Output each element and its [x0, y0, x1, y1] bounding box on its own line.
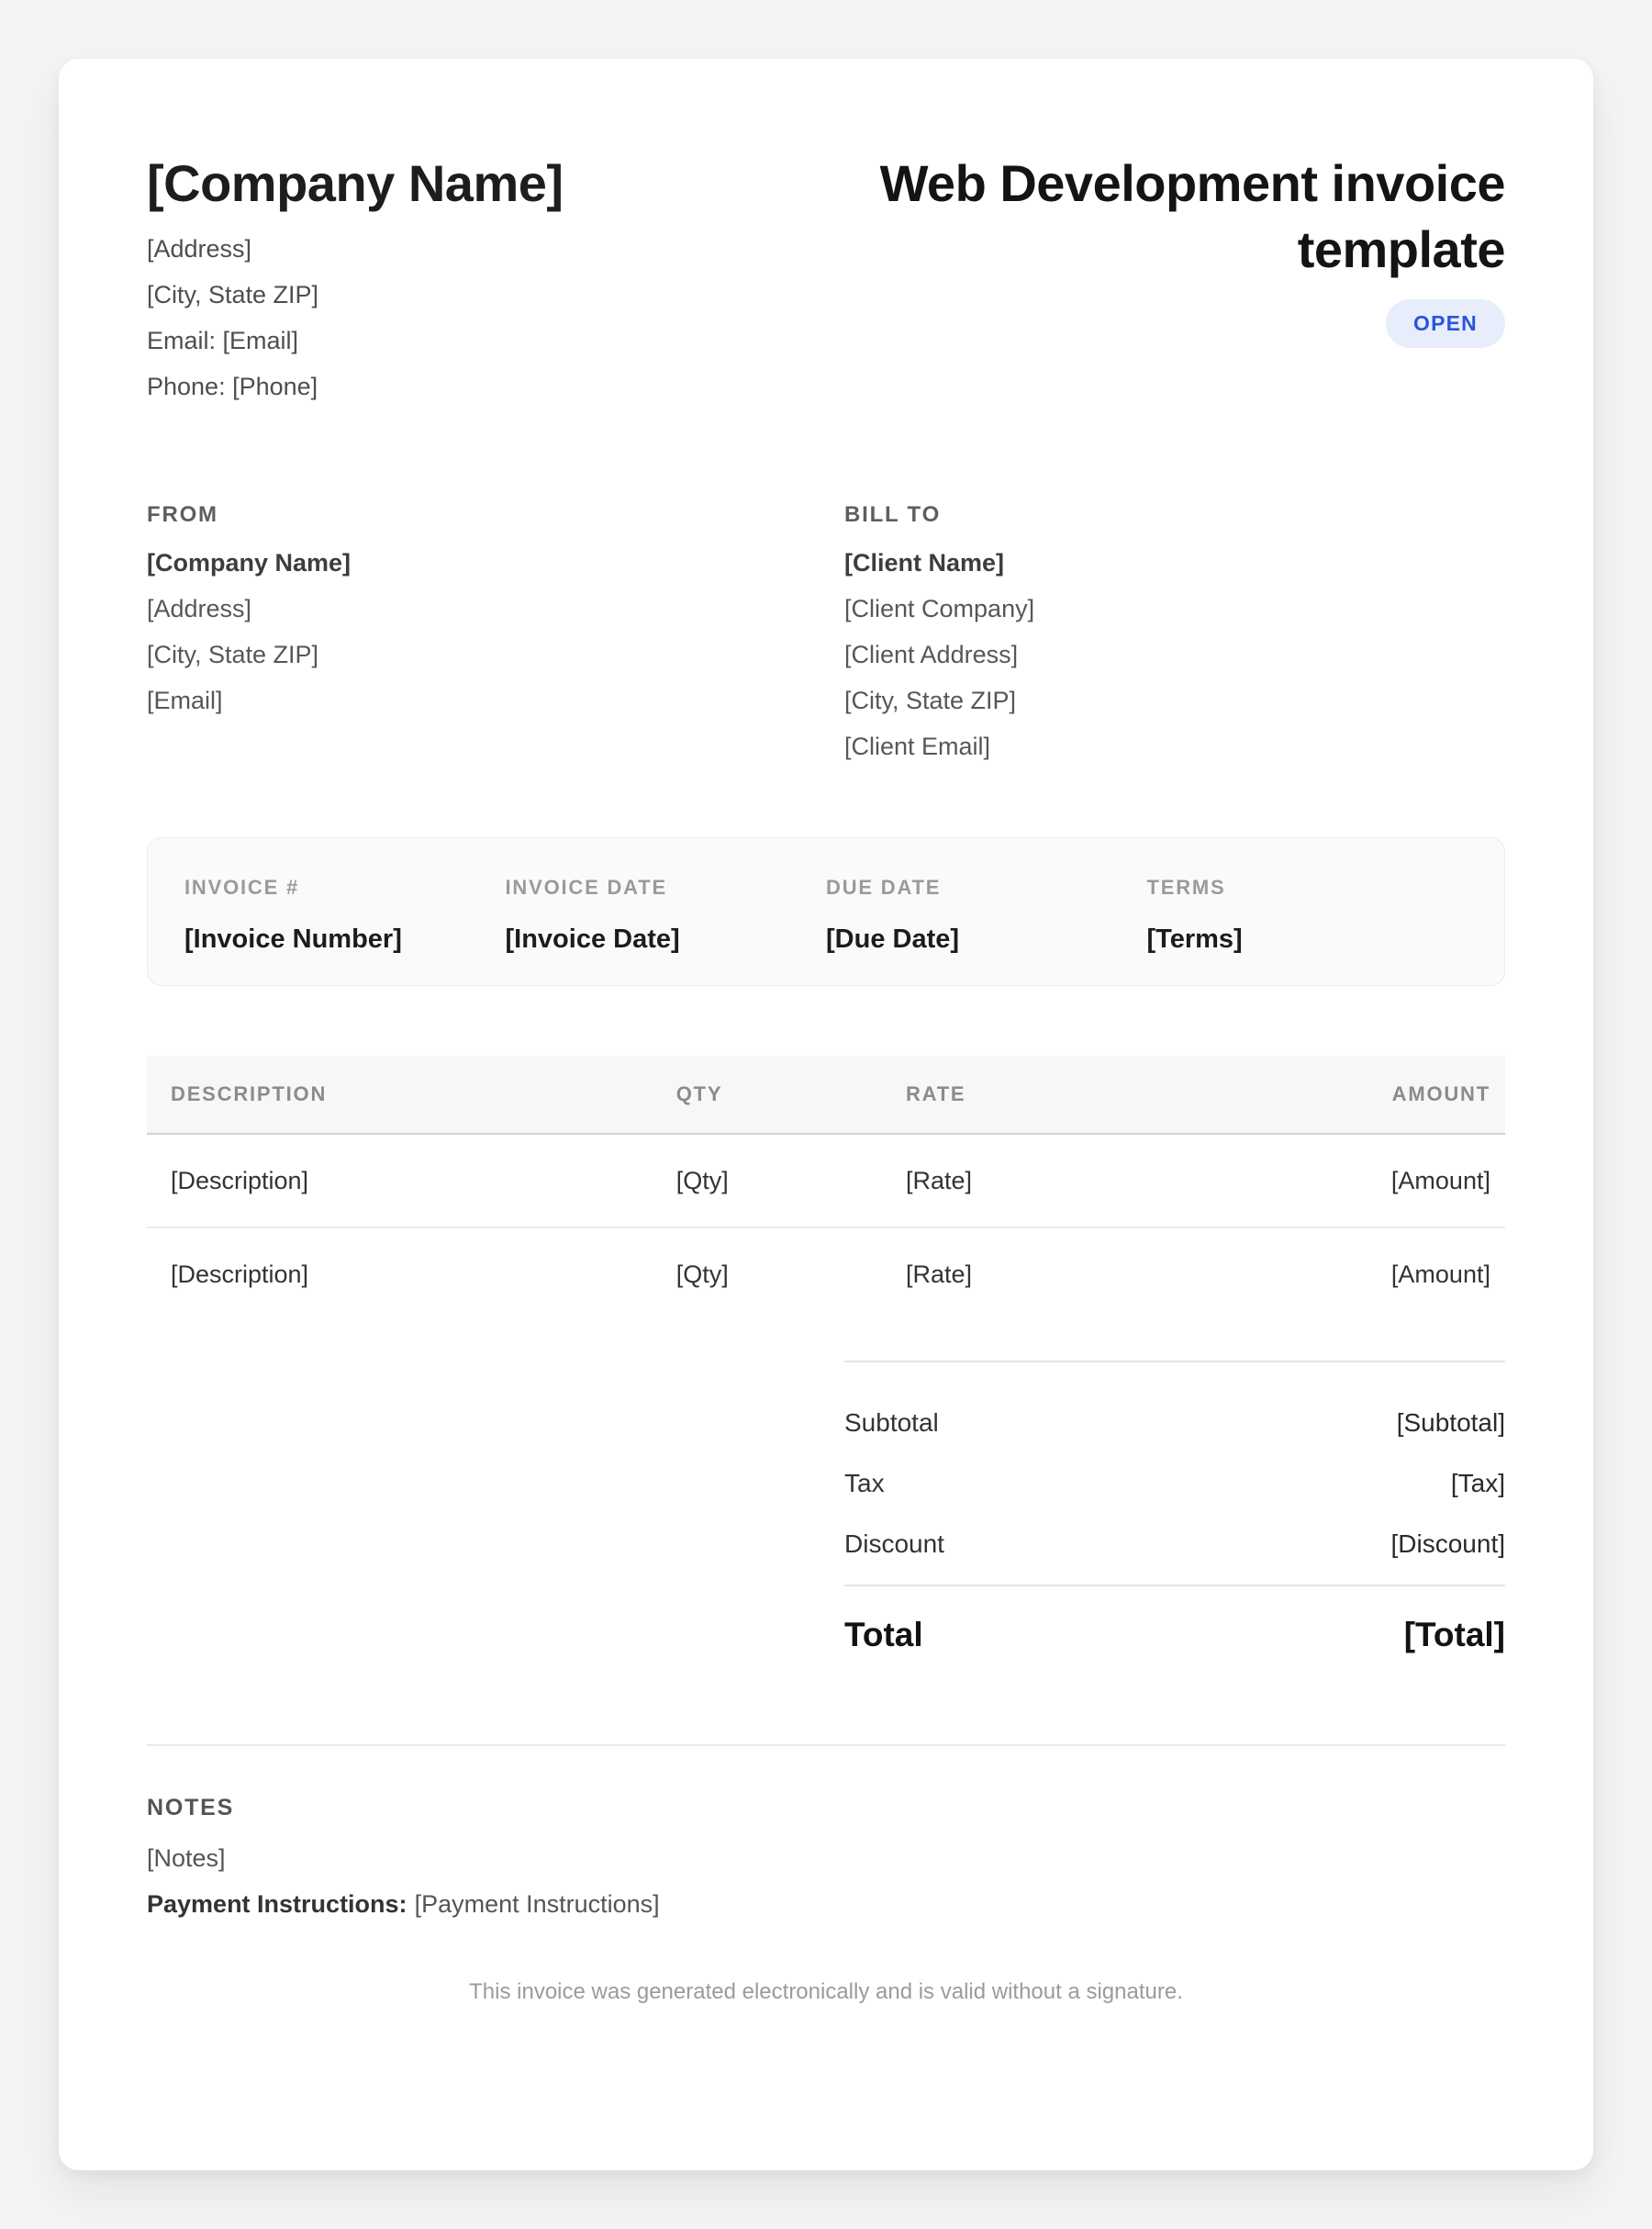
badge-row — [753, 299, 1505, 348]
company-email-line: Email: [Email] — [147, 327, 299, 354]
subtotal-label: Subtotal — [844, 1408, 939, 1437]
invoice-meta-bar — [147, 837, 1505, 986]
tax-row — [844, 1467, 1505, 1500]
row-description: [Description] — [171, 1167, 309, 1194]
company-name: [Company Name] — [147, 154, 564, 212]
row-description: [Description] — [171, 1260, 309, 1288]
discount-value: [Discount] — [1390, 1529, 1505, 1558]
header-description: DESCRIPTION — [171, 1082, 328, 1105]
invoice-date-label: INVOICE DATE — [505, 876, 667, 899]
invoice-number-value: [Invoice Number] — [184, 924, 402, 954]
discount-label: Discount — [844, 1529, 944, 1558]
total-row — [844, 1585, 1505, 1656]
table-header-row — [147, 1056, 1505, 1135]
invoice-date-field — [506, 875, 827, 956]
terms-label: TERMS — [1146, 876, 1226, 899]
company-address — [147, 226, 624, 409]
notes-label: NOTES — [147, 1795, 235, 1820]
client-company: [Client Company] — [844, 595, 1035, 622]
terms-field — [1147, 875, 1468, 956]
invoice-number-label: INVOICE # — [184, 876, 300, 899]
due-date-label: DUE DATE — [826, 876, 942, 899]
payment-instructions-line — [147, 1888, 1505, 1920]
company-address-line: [Address] — [147, 235, 252, 263]
table-row — [147, 1135, 1505, 1228]
line-items-table — [147, 1056, 1505, 1320]
from-section — [147, 501, 826, 769]
discount-row — [844, 1528, 1505, 1561]
notes-section — [147, 1744, 1505, 1920]
invoice-card — [59, 59, 1593, 2170]
subtotal-row — [844, 1406, 1505, 1439]
client-name: [Client Name] — [844, 549, 1005, 577]
invoice-number-field — [184, 875, 506, 956]
due-date-field — [826, 875, 1147, 956]
row-qty: [Qty] — [675, 1260, 729, 1288]
from-city: [City, State ZIP] — [147, 641, 319, 668]
total-value: [Total] — [1403, 1616, 1505, 1653]
from-name: [Company Name] — [147, 549, 352, 577]
parties-section — [147, 501, 1505, 769]
tax-value: [Tax] — [1450, 1469, 1505, 1497]
row-amount: [Amount] — [1390, 1167, 1490, 1194]
page-title: Web Development invoice template — [879, 154, 1505, 278]
client-city: [City, State ZIP] — [844, 687, 1017, 714]
payment-instructions-value: [Payment Instructions] — [414, 1890, 660, 1918]
due-date-value: [Due Date] — [826, 924, 960, 954]
company-city-line: [City, State ZIP] — [147, 281, 319, 308]
payment-instructions-label: Payment Instructions: — [147, 1890, 407, 1918]
totals-block — [844, 1361, 1505, 1656]
row-rate: [Rate] — [905, 1260, 972, 1288]
notes-body: [Notes] — [147, 1844, 226, 1872]
header-amount: AMOUNT — [1391, 1082, 1490, 1105]
from-address: [Address] — [147, 595, 252, 622]
terms-value: [Terms] — [1146, 924, 1243, 954]
client-email: [Client Email] — [844, 733, 991, 760]
from-label: FROM — [147, 502, 218, 527]
tax-label: Tax — [844, 1469, 885, 1497]
row-rate: [Rate] — [905, 1167, 972, 1194]
client-address: [Client Address] — [844, 641, 1019, 668]
status-badge[interactable]: OPEN — [1386, 299, 1505, 348]
footer-disclaimer: This invoice was generated electronically and is valid without a signature. — [469, 1979, 1183, 2004]
total-label: Total — [844, 1616, 923, 1653]
company-phone-line: Phone: [Phone] — [147, 373, 318, 400]
invoice-date-value: [Invoice Date] — [505, 924, 680, 954]
table-row — [147, 1228, 1505, 1320]
title-block — [753, 151, 1505, 348]
company-block — [147, 151, 624, 409]
header-rate: RATE — [905, 1082, 966, 1105]
row-qty: [Qty] — [675, 1167, 729, 1194]
header-qty: QTY — [675, 1082, 723, 1105]
bill-to-section — [826, 501, 1505, 769]
subtotal-value: [Subtotal] — [1396, 1408, 1505, 1437]
row-amount: [Amount] — [1390, 1260, 1490, 1288]
top-header — [147, 151, 1505, 409]
bill-to-label: BILL TO — [844, 502, 942, 527]
from-email: [Email] — [147, 687, 223, 714]
